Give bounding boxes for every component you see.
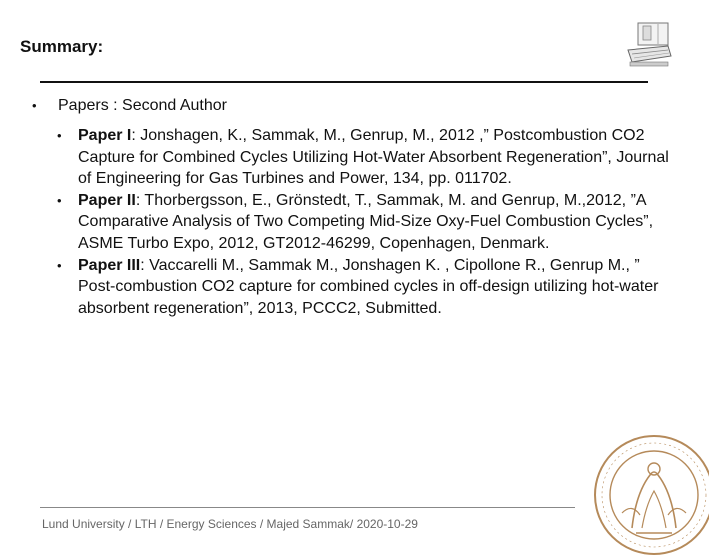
paper-item-3 — [57, 255, 677, 320]
bullet-marker: • — [57, 257, 62, 273]
footer-divider — [40, 507, 575, 508]
university-seal-icon — [592, 433, 709, 557]
paper-citation: : Vaccarelli M., Sammak M., Jonshagen K. , Cipollone R., Genrup M., ” Post-combustion CO2 capture for combined cycles in off-design utilizing hot-water absorbent regeneration”, 2013, PCCC2, Submitted. — [78, 256, 659, 317]
paper-item-1 — [57, 125, 677, 190]
slide-title: Summary: — [20, 37, 104, 56]
footer-text: Lund University / LTH / Energy Sciences / Majed Sammak/ 2020-10-29 — [42, 517, 418, 531]
bullet-marker: • — [57, 192, 62, 208]
paper-label: Paper III — [78, 256, 141, 274]
bullet-text: Papers : Second Author — [58, 97, 227, 114]
paper-citation: : Thorbergsson, E., Grönstedt, T., Sammak, M. and Genrup, M.,2012, ”A Comparative Analysis of Two Competing Mid-Size Oxy-Fuel Combustion Cycles”, ASME Turbo Expo, 2012, GT2012-46299, Copenhagen, Denmark. — [78, 191, 654, 252]
turbine-device-icon — [624, 20, 674, 68]
paper-label: Paper II — [78, 191, 136, 209]
paper-list — [57, 125, 677, 319]
bullet-marker: • — [57, 128, 62, 143]
paper-label: Paper I — [78, 127, 132, 144]
bullet-marker: • — [32, 98, 37, 113]
paper-item-2 — [57, 190, 677, 255]
title-divider — [40, 81, 648, 83]
paper-citation: : Jonshagen, K., Sammak, M., Genrup, M., 2012 ,” Postcombustion CO2 Capture for Combined Cycles Utilizing Hot-Water Absorbent Regeneration”, Journal of Engineering for Gas Turbines and Power, 134, pp. 011702. — [78, 127, 669, 188]
